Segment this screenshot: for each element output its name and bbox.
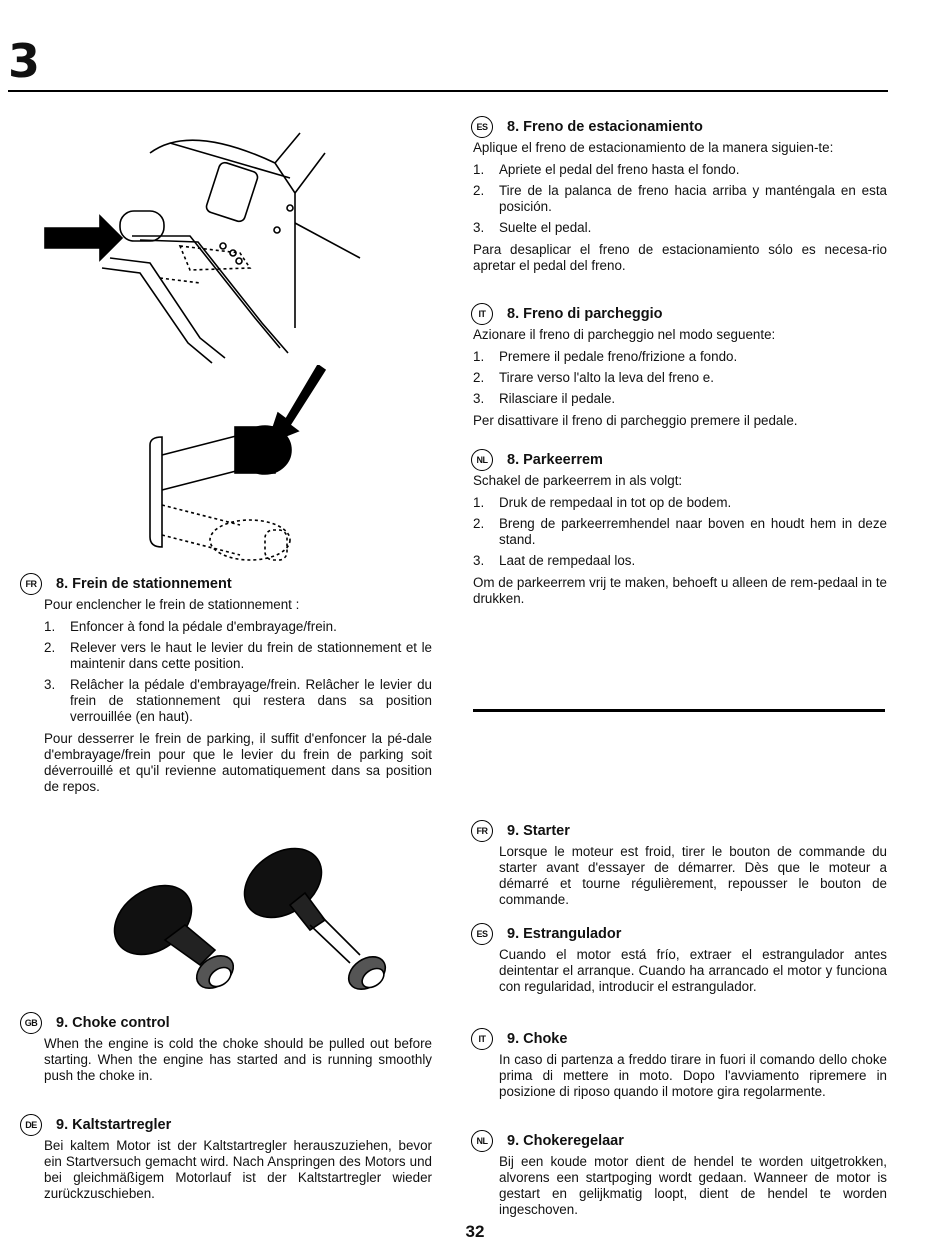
- step-item: 2. Tire de la palanca de freno hacia arriba y manténgala en esta posición.: [473, 183, 887, 214]
- step-item: 1. Premere il pedale freno/frizione a fondo.: [473, 349, 738, 364]
- section-heading: 9. Estrangulador: [507, 926, 622, 942]
- step-list: [473, 162, 887, 236]
- section-outro: Para desaplicar el freno de estacionamiento sólo es necesa-rio apretar el pedal del freno.: [473, 242, 887, 273]
- step-item: 2. Tirare verso l'alto la leva del freno e.: [473, 370, 714, 385]
- section-heading: 9. Starter: [507, 823, 570, 839]
- section-it-choke: [473, 1028, 887, 1102]
- step-item: 1. Apriete el pedal del freno hasta el fondo.: [473, 162, 740, 177]
- section-fr-parking-brake: [22, 573, 432, 797]
- section-heading: 9. Choke control: [56, 1015, 170, 1031]
- page-number: 32: [465, 1222, 485, 1241]
- section-text: In caso di partenza a freddo tirare in fuori il comando dello choke prima di mettere in moto. Dopo l'avviamento ripremere in posizione di riposo quando il motore gira regolarmente.: [499, 1052, 887, 1099]
- step-item: 2. Breng de parkeerremhendel naar boven en houdt hem in deze stand.: [473, 516, 887, 547]
- language-badge-fr: FR: [20, 573, 42, 595]
- section-fr-starter: [473, 820, 887, 910]
- step-item: 1. Druk de rempedaal in tot op de bodem.: [473, 495, 732, 510]
- language-badge-es: ES: [471, 116, 493, 138]
- section-divider: [473, 709, 885, 712]
- language-badge-it: IT: [471, 1028, 493, 1050]
- section-outro: Pour desserrer le frein de parking, il suffit d'enfoncer la pé-dale d'embrayage/frein pour que le levier du frein de parking soit déverrouillé et qu'il revienne automatiquement dans sa position de repos.: [44, 731, 432, 794]
- brake-pedal-illustration: [140, 365, 330, 575]
- step-item: 3. Suelte el pedal.: [473, 220, 592, 235]
- language-badge-it: IT: [471, 303, 493, 325]
- section-heading: 9. Chokeregelaar: [507, 1133, 624, 1149]
- section-text: Lorsque le moteur est froid, tirer le bouton de commande du starter avant d'essayer de démarrer. Dès que le moteur a démarré et tourne régulièrement, repousser le bouton de commande.: [499, 844, 887, 907]
- section-heading: 8. Freno de estacionamiento: [507, 119, 703, 135]
- section-heading: 8. Frein de stationnement: [56, 576, 232, 592]
- section-body: [22, 597, 432, 795]
- section-intro: Aplique el freno de estacionamiento de la manera siguien-te:: [473, 140, 834, 155]
- section-text: When the engine is cold the choke should be pulled out before starting. When the engine has started and is running smoothly push the choke in.: [44, 1036, 432, 1083]
- section-text: Bei kaltem Motor ist der Kaltstartregler herauszuziehen, bevor ein Startversuch gemacht wird. Nach Anspringen des Motors und bei gleichmäßigem Motorlauf ist der Kaltstartregler wieder zurückzuschieben.: [44, 1138, 432, 1201]
- section-outro: Per disattivare il freno di parcheggio premere il pedale.: [473, 413, 798, 428]
- language-badge-gb: GB: [20, 1012, 42, 1034]
- step-item: 3. Laat de rempedaal los.: [473, 553, 636, 568]
- step-item: 1. Enfoncer à fond la pédale d'embrayage/frein.: [44, 619, 337, 634]
- step-item: 3. Relâcher la pédale d'embrayage/frein. Relâcher le levier du frein de stationnement qui restera dans sa position verrouillée (en haut).: [44, 677, 432, 724]
- language-badge-nl: NL: [471, 449, 493, 471]
- brake-lever-illustration: [40, 118, 380, 368]
- section-nl-choke: [473, 1130, 887, 1220]
- step-item: 3. Rilasciare il pedale.: [473, 391, 616, 406]
- section-it-parking-brake: [473, 303, 887, 431]
- chapter-number: 3: [8, 34, 40, 88]
- section-intro: Schakel de parkeerrem in als volgt:: [473, 473, 683, 488]
- language-badge-nl: NL: [471, 1130, 493, 1152]
- language-badge-es: ES: [471, 923, 493, 945]
- choke-knob-illustration: [105, 835, 405, 1000]
- section-text: Bij een koude motor dient de hendel te worden uitgetrokken, alvorens een startpoging wordt gedaan. Wanneer de motor is gestart en gelijkmatig loopt, dient de hendel te worden ingeschoven.: [499, 1154, 887, 1217]
- section-heading: 9. Kaltstartregler: [56, 1117, 172, 1133]
- step-list: [473, 495, 887, 569]
- section-heading: 8. Parkeerrem: [507, 452, 603, 468]
- section-es-parking-brake: [473, 116, 887, 276]
- section-intro: Pour enclencher le frein de stationnement :: [44, 597, 300, 612]
- section-nl-parking-brake: [473, 449, 887, 609]
- section-es-choke: [473, 923, 887, 997]
- header-rule: [8, 90, 888, 92]
- section-heading: 8. Freno di parcheggio: [507, 306, 663, 322]
- step-item: 2. Relever vers le haut le levier du frein de stationnement et le maintenir dans cette position.: [44, 640, 432, 671]
- step-list: [44, 619, 432, 725]
- section-heading: 9. Choke: [507, 1031, 568, 1047]
- section-intro: Azionare il freno di parcheggio nel modo seguente:: [473, 327, 776, 342]
- language-badge-fr: FR: [471, 820, 493, 842]
- language-badge-de: DE: [20, 1114, 42, 1136]
- section-gb-choke: [22, 1012, 432, 1086]
- section-text: Cuando el motor está frío, extraer el estrangulador antes deintentar el arranque. Cuando ha arrancado el motor y funciona con regularidad, introducir el estrangulador.: [499, 947, 887, 994]
- section-outro: Om de parkeerrem vrij te maken, behoeft u alleen de rem-pedaal in te drukken.: [473, 575, 887, 606]
- step-list: [473, 349, 887, 407]
- section-de-choke: [22, 1114, 432, 1204]
